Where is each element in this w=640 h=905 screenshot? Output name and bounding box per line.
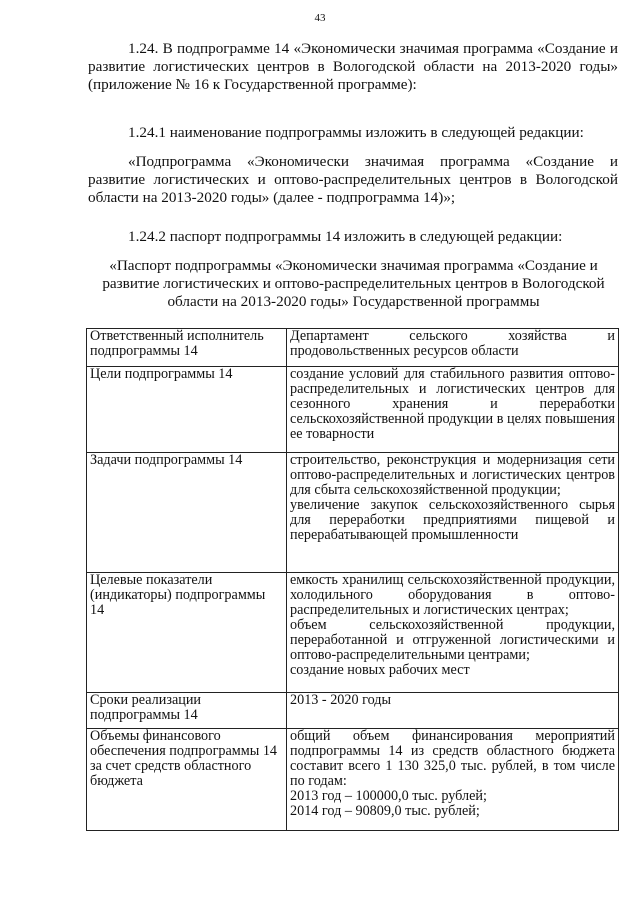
table-row (87, 729, 619, 831)
table-row (87, 367, 619, 453)
row-value: создание условий для стабильного развития оптово-распределительных и логистических центров для сезонного хранения и переработки сельскохозяйственной продукции в целях повышения ее товарности (287, 367, 619, 453)
paragraph-subprogram-name: «Подпрограмма «Экономически значимая программа «Создание и развитие логистических и оптово-распределительных центров в Вологодской области на 2013-2020 годы» (далее - подпрограмма 14)»; (88, 153, 618, 207)
paragraph-1-24-1: 1.24.1 наименование подпрограммы изложить в следующей редакции: (128, 124, 584, 141)
table-row (87, 329, 619, 367)
passport-table (86, 328, 619, 831)
row-label: Задачи подпрограммы 14 (87, 453, 287, 573)
row-value: Департамент сельского хозяйства и продовольственных ресурсов области (287, 329, 619, 367)
paragraph-1-24-2: 1.24.2 паспорт подпрограммы 14 изложить в следующей редакции: (128, 228, 563, 245)
row-value: емкость хранилищ сельскохозяйственной продукции, холодильного оборудования в оптово-распределительных и логистических центрах; объем сельскохозяйственной продукции, переработанной и отгруженной логистическими и оптово-распределительными центрами; создание новых рабочих мест (287, 573, 619, 693)
row-label: Сроки реализации подпрограммы 14 (87, 693, 287, 729)
row-value: 2013 - 2020 годы (287, 693, 619, 729)
row-label: Объемы финансового обеспечения подпрограммы 14 за счет средств областного бюджета (87, 729, 287, 831)
passport-heading: «Паспорт подпрограммы «Экономически значимая программа «Создание и развитие логистических и оптово-распределительных центров в Вологодской области на 2013-2020 годы» Государственной программы (102, 257, 605, 311)
paragraph-1-24: 1.24. В подпрограмме 14 «Экономически значимая программа «Создание и развитие логистических центров в Вологодской области на 2013-2020 годы» (приложение № 16 к Государственной программе): (88, 40, 618, 94)
row-label: Цели подпрограммы 14 (87, 367, 287, 453)
table-row (87, 693, 619, 729)
row-value: общий объем финансирования мероприятий подпрограммы 14 из средств областного бюджета составит всего 1 130 325,0 тыс. рублей, в том числе по годам: 2013 год – 100000,0 тыс. рублей; 2014 год – 90809,0 тыс. рублей; (287, 729, 619, 831)
table-row (87, 573, 619, 693)
page-number: 43 (314, 12, 326, 24)
row-value: строительство, реконструкция и модернизация сети оптово-распределительных и логистических центров для сбыта сельскохозяйственной продукции; увеличение закупок сельскохозяйственного сырья для переработки предприятиями пищевой и перерабатывающей промышленности (287, 453, 619, 573)
row-label: Целевые показатели (индикаторы) подпрограммы 14 (87, 573, 287, 693)
table-row (87, 453, 619, 573)
row-label: Ответственный исполнитель подпрограммы 14 (87, 329, 287, 367)
